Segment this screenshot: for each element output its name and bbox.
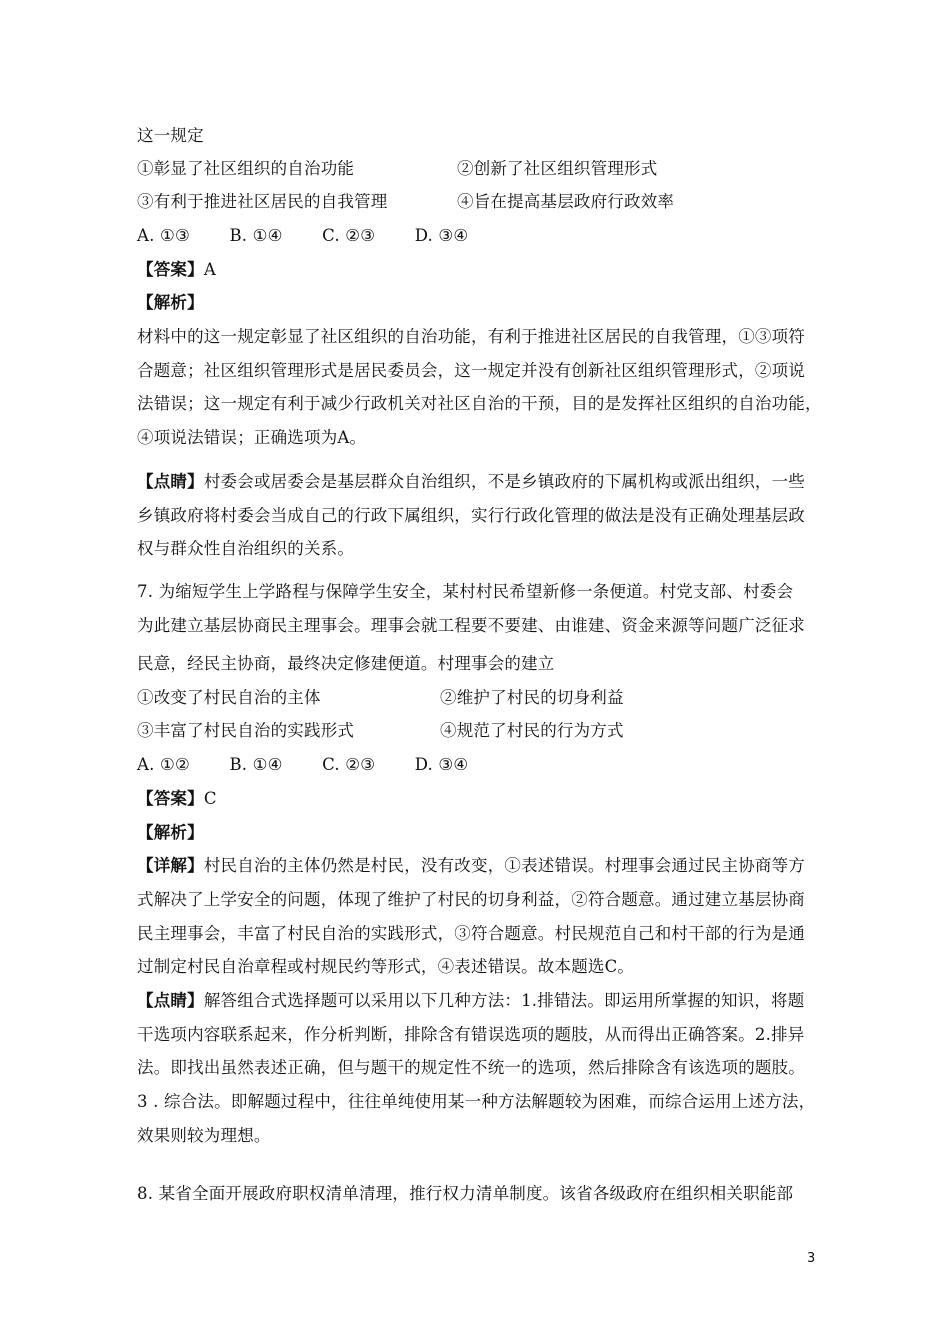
- q6-options-row-1: [137, 158, 658, 180]
- q7-note-text-1: 解答组合式选择题可以采用以下几种方法：1.排错法。即运用所掌握的知识，将题: [203, 991, 805, 1010]
- q7-note-label: 【点睛】: [137, 991, 204, 1010]
- q7-answer-value: C: [203, 789, 217, 808]
- q6-choice-b: B. ①④: [229, 226, 283, 245]
- q7-note-line-1: [137, 990, 804, 1012]
- q7-option-2: ②维护了村民的切身利益: [440, 688, 624, 707]
- q6-choice-a: A. ①③: [137, 226, 190, 245]
- q7-stem-line-3: 民意，经民主协商，最终决定修建便道。村理事会的建立: [137, 654, 555, 673]
- q7-detail-label: 【详解】: [137, 856, 204, 875]
- q7-options-row-1: [137, 687, 624, 709]
- q6-choice-d: D. ③④: [414, 226, 469, 245]
- q6-choices: [137, 225, 502, 247]
- q7-note-line-2: 干选项内容联系起来，作分析判断，排除含有错误选项的题肢，从而得出正确答案。2.排异: [137, 1025, 805, 1044]
- q6-note-line-2: 乡镇政府将村委会当成自己的行政下属组织，实行行政化管理的做法是没有正确处理基层政: [137, 506, 805, 525]
- q6-note-line-1: [137, 471, 805, 493]
- q6-analysis-label: 【解析】: [137, 293, 204, 312]
- q7-detail-line-2: 式解决了上学安全的问题，体现了维护了村民的切身利益，②符合题意。通过建立基层协商: [137, 890, 805, 909]
- q6-analysis-line-2: 合题意；社区组织管理形式是居民委员会，这一规定并没有创新社区组织管理形式，②项说: [137, 361, 805, 380]
- q7-option-1: ①改变了村民自治的主体: [137, 688, 321, 707]
- q6-answer-label: 【答案】: [137, 260, 204, 279]
- q7-options-row-2: [137, 720, 624, 742]
- q7-detail-line-3: 民主理事会，丰富了村民自治的实践形式，③符合题意。村民规范自己和村干部的行为是通: [137, 924, 805, 943]
- q7-choice-b: B. ①④: [229, 755, 283, 774]
- q6-choice-c: C. ②③: [322, 226, 376, 245]
- q7-analysis-label: 【解析】: [137, 823, 204, 842]
- q7-note-line-4: 3 . 综合法。即解题过程中，往往单纯使用某一种方法解题较为困难，而综合运用上述方法，: [137, 1092, 816, 1111]
- q7-answer-label: 【答案】: [137, 789, 204, 808]
- q7-option-3: ③丰富了村民自治的实践形式: [137, 721, 355, 740]
- q7-note-line-3: 法。即找出虽然表述正确，但与题干的规定性不统一的选项，然后排除含有该选项的题肢。: [137, 1058, 805, 1077]
- page-number: 3: [807, 1251, 816, 1266]
- q6-option-2: ②创新了社区组织管理形式: [457, 159, 658, 178]
- q7-choices: [137, 754, 502, 776]
- q6-stem-end: 这一规定: [137, 126, 204, 145]
- q6-option-1: ①彰显了社区组织的自治功能: [137, 159, 355, 178]
- q6-analysis-line-1: 材料中的这一规定彰显了社区组织的自治功能，有利于推进社区居民的自我管理，①③项符: [137, 327, 805, 346]
- q7-stem-line-1: 7. 为缩短学生上学路程与保障学生安全，某村村民希望新修一条便道。村党支部、村委会: [137, 582, 794, 601]
- q6-option-4: ④旨在提高基层政府行政效率: [457, 192, 675, 211]
- q7-option-4: ④规范了村民的行为方式: [440, 721, 624, 740]
- q6-option-3: ③有利于推进社区居民的自我管理: [137, 192, 388, 211]
- q7-answer: [137, 788, 217, 810]
- q6-answer: [137, 259, 216, 281]
- q7-detail-text-1: 村民自治的主体仍然是村民，没有改变，①表述错误。村理事会通过民主协商等方: [203, 856, 806, 875]
- q7-detail-line-4: 过制定村民自治章程或村规民约等形式，④表述错误。故本题选C。: [137, 957, 635, 976]
- q6-answer-value: A: [203, 260, 216, 279]
- q6-note-text-1: 村委会或居委会是基层群众自治组织，不是乡镇政府的下属机构或派出组织，一些: [203, 472, 806, 491]
- q7-choice-c: C. ②③: [322, 755, 376, 774]
- q7-note-line-5: 效果则较为理想。: [137, 1126, 271, 1145]
- q7-stem-line-2: 为此建立基层协商民主理事会。理事会就工程要不要建、由谁建、资金来源等问题广泛征求: [137, 616, 805, 635]
- q6-note-label: 【点睛】: [137, 472, 204, 491]
- q8-stem-line-1: 8. 某省全面开展政府职权清单清理，推行权力清单制度。该省各级政府在组织相关职能部: [137, 1184, 794, 1203]
- q7-choice-a: A. ①②: [137, 755, 190, 774]
- q6-analysis-line-3: 法错误；这一规定有利于减少行政机关对社区自治的干预，目的是发挥社区组织的自治功能，: [137, 394, 822, 413]
- q6-options-row-2: [137, 191, 675, 213]
- q7-detail-line-1: [137, 855, 805, 877]
- q7-choice-d: D. ③④: [414, 755, 469, 774]
- q6-analysis-line-4: ④项说法错误；正确选项为A。: [137, 428, 367, 447]
- q6-note-line-3: 权与群众性自治组织的关系。: [137, 539, 355, 558]
